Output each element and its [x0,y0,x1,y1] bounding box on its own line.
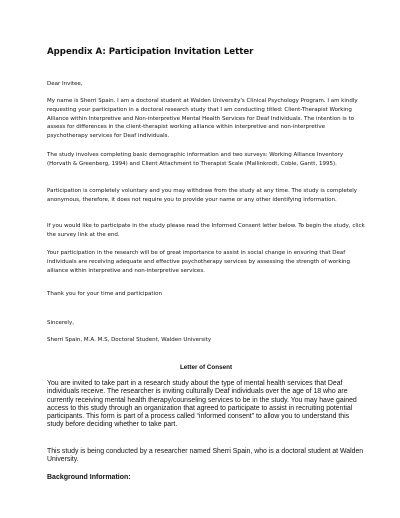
appendix-title: Appendix A: Participation Invitation Letter [47,47,254,57]
background-heading: Background Information: [47,474,131,481]
invitation-paragraph-3: Participation is completely voluntary and you may withdraw from the study at any time. The study is completely anonymous, therefore, it does not require you to provide your name or any other identifying information. [47,188,358,203]
invitation-paragraph-4: If you would like to participate in the study please read the Informed Consent letter below. To begin the study, click the survey link at the end. [47,223,365,238]
thank-you-line: Thank you for your time and participation [47,291,162,297]
signature-line: Sherri Spain, M.A. M.S, Doctoral Student, Walden University [47,337,212,343]
closing-line: Sincerely, [47,320,74,326]
consent-paragraph-1: You are invited to take part in a research study about the type of mental health services that Deaf individuals receive. The researcher is inviting culturally Deaf individuals over the age of 18 who are currently receiving mental health therapy/counseling services to be in the study. You may have gained access to this study through an organization that agreed to participate to assist in recruiting potential participants. This form is part of a process called “informed consent” to allow you to understand this study before deciding whether to take part. [47,380,357,429]
consent-title: Letter of Consent [179,364,233,371]
invitation-paragraph-2: The study involves completing basic demographic information and two surveys: Working Alliance Inventory (Horvath & Greenberg, 1994) and Client Attachment to Therapist Scale (Mallinkrodt, Coble, Gantt, 1995). [47,152,344,167]
invitation-paragraph-1: My name is Sherri Spain. I am a doctoral student at Walden University's Clinical Psychology Program. I am kindly requesting your participation in a doctoral research study that I am conducting titled: Client-Therapist Working Alliance within Interpretive and Non-interpretive Mental Health Services for Deaf Individuals. The intention is to assess for differences in the client-therapist working alliance within interpretive and non-interpretive psychotherapy services for Deaf individuals. [47,98,358,140]
consent-paragraph-2: This study is being conducted by a researcher named Sherri Spain, who is a doctoral student at Walden University. [47,448,364,464]
salutation: Dear Invitee, [47,81,83,87]
invitation-paragraph-5: Your participation in the research will be of great importance to assist in social change in ensuring that Deaf individuals are receiving adequate and effective psychotherapy services by assessing the strength of working alliance within interpretive and non-interpretive services. [47,250,351,274]
